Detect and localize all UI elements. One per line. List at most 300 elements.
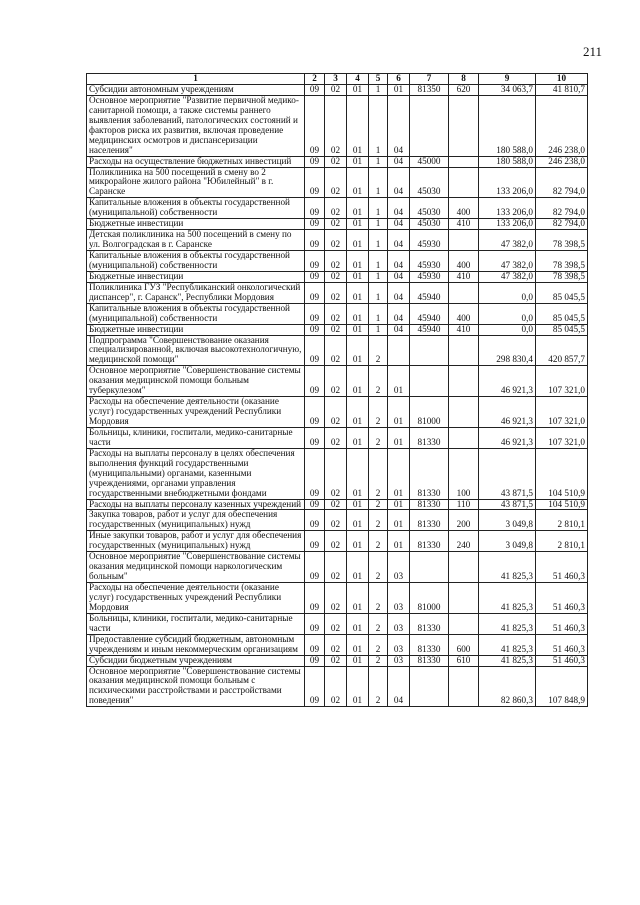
row-description: Основное мероприятие "Совершенствование системы оказания медицинской помощи больным туберкулезом" [87, 366, 305, 397]
amount-col-9: 0,0 [479, 324, 536, 335]
code-col-4: 01 [347, 85, 369, 96]
table-header-row [87, 74, 588, 85]
amount-col-9: 298 830,4 [479, 335, 536, 366]
code-col-7: 81350 [410, 85, 449, 96]
row-description: Бюджетные инвестиции [87, 324, 305, 335]
code-col-6: 04 [388, 282, 410, 303]
amount-col-9: 133 206,0 [479, 167, 536, 198]
amount-col-9: 43 871,5 [479, 499, 536, 510]
row-description: Поликлиника ГУЗ "Республиканский онкологический диспансер", г. Саранск", Республики Мордовия [87, 282, 305, 303]
code-col-8 [449, 397, 479, 428]
code-col-8 [449, 583, 479, 614]
amount-col-10: 41 810,7 [536, 85, 588, 96]
code-col-5: 2 [369, 499, 388, 510]
code-col-7: 81330 [410, 531, 449, 552]
code-col-3: 02 [325, 634, 347, 655]
code-col-3: 02 [325, 271, 347, 282]
table-row [87, 219, 588, 230]
code-col-7: 45940 [410, 282, 449, 303]
amount-col-9: 47 382,0 [479, 251, 536, 272]
code-col-6: 04 [388, 324, 410, 335]
amount-col-10: 107 321,0 [536, 397, 588, 428]
column-header: 1 [87, 74, 305, 85]
code-col-5: 2 [369, 552, 388, 583]
code-col-3: 02 [325, 335, 347, 366]
table-row [87, 335, 588, 366]
amount-col-10: 51 460,3 [536, 655, 588, 666]
code-col-7: 45930 [410, 271, 449, 282]
code-col-3: 02 [325, 583, 347, 614]
table-row [87, 552, 588, 583]
code-col-4: 01 [347, 230, 369, 251]
table-row [87, 397, 588, 428]
amount-col-10: 246 238,0 [536, 95, 588, 156]
amount-col-10: 82 794,0 [536, 198, 588, 219]
code-col-2: 09 [305, 366, 325, 397]
code-col-3: 02 [325, 397, 347, 428]
amount-col-9: 3 049,8 [479, 531, 536, 552]
code-col-5: 2 [369, 655, 388, 666]
column-header: 3 [325, 74, 347, 85]
code-col-3: 02 [325, 251, 347, 272]
row-description: Расходы на обеспечение деятельности (оказание услуг) государственных учреждений Республики Мордовия [87, 583, 305, 614]
amount-col-10: 420 857,7 [536, 335, 588, 366]
table-body [87, 85, 588, 707]
code-col-4: 01 [347, 427, 369, 448]
code-col-5: 1 [369, 198, 388, 219]
code-col-8: 620 [449, 85, 479, 96]
code-col-6: 03 [388, 583, 410, 614]
code-col-6: 01 [388, 397, 410, 428]
code-col-3: 02 [325, 510, 347, 531]
code-col-6: 03 [388, 552, 410, 583]
table-row [87, 198, 588, 219]
row-description: Основное мероприятие "Совершенствование системы оказания медицинской помощи наркологическим больным" [87, 552, 305, 583]
row-description: Бюджетные инвестиции [87, 271, 305, 282]
amount-col-10: 246 238,0 [536, 156, 588, 167]
code-col-3: 02 [325, 655, 347, 666]
code-col-5: 2 [369, 583, 388, 614]
code-col-6: 04 [388, 167, 410, 198]
row-description: Больницы, клиники, госпитали, медико-санитарные части [87, 613, 305, 634]
column-header: 6 [388, 74, 410, 85]
code-col-2: 09 [305, 499, 325, 510]
amount-col-10: 51 460,3 [536, 613, 588, 634]
code-col-7 [410, 95, 449, 156]
code-col-2: 09 [305, 95, 325, 156]
table-row [87, 303, 588, 324]
code-col-6 [388, 335, 410, 366]
code-col-2: 09 [305, 666, 325, 707]
code-col-4: 01 [347, 198, 369, 219]
code-col-8: 200 [449, 510, 479, 531]
code-col-6: 03 [388, 655, 410, 666]
code-col-5: 1 [369, 167, 388, 198]
table-row [87, 666, 588, 707]
code-col-7: 81000 [410, 583, 449, 614]
code-col-4: 01 [347, 655, 369, 666]
code-col-2: 09 [305, 583, 325, 614]
page-number: 211 [582, 44, 602, 59]
amount-col-9: 41 825,3 [479, 583, 536, 614]
code-col-5: 2 [369, 427, 388, 448]
code-col-6: 04 [388, 303, 410, 324]
code-col-6: 01 [388, 510, 410, 531]
code-col-6: 03 [388, 634, 410, 655]
code-col-3: 02 [325, 198, 347, 219]
table-row [87, 271, 588, 282]
code-col-3: 02 [325, 303, 347, 324]
budget-table [86, 73, 588, 707]
table-row [87, 324, 588, 335]
code-col-4: 01 [347, 499, 369, 510]
code-col-4: 01 [347, 251, 369, 272]
code-col-8: 400 [449, 198, 479, 219]
code-col-3: 02 [325, 167, 347, 198]
code-col-6: 01 [388, 427, 410, 448]
code-col-8 [449, 95, 479, 156]
table-row [87, 499, 588, 510]
code-col-8: 410 [449, 271, 479, 282]
code-col-4: 01 [347, 583, 369, 614]
amount-col-9: 133 206,0 [479, 219, 536, 230]
code-col-7: 45930 [410, 251, 449, 272]
code-col-7: 45930 [410, 230, 449, 251]
code-col-3: 02 [325, 156, 347, 167]
code-col-5: 1 [369, 303, 388, 324]
amount-col-9: 41 825,3 [479, 613, 536, 634]
code-col-8 [449, 666, 479, 707]
amount-col-9: 180 588,0 [479, 95, 536, 156]
code-col-6: 01 [388, 448, 410, 499]
code-col-4: 01 [347, 303, 369, 324]
amount-col-10: 104 510,9 [536, 448, 588, 499]
code-col-6: 04 [388, 95, 410, 156]
code-col-2: 09 [305, 219, 325, 230]
code-col-5: 1 [369, 156, 388, 167]
code-col-4: 01 [347, 219, 369, 230]
row-description: Подпрограмма "Совершенствование оказания специализированной, включая высокотехнологичную, медицинской помощи" [87, 335, 305, 366]
table-row [87, 282, 588, 303]
amount-col-10: 51 460,3 [536, 583, 588, 614]
code-col-5: 2 [369, 335, 388, 366]
code-col-7: 45030 [410, 219, 449, 230]
code-col-5: 1 [369, 85, 388, 96]
table-row [87, 655, 588, 666]
code-col-6: 04 [388, 198, 410, 219]
code-col-8: 610 [449, 655, 479, 666]
amount-col-9: 47 382,0 [479, 271, 536, 282]
code-col-2: 09 [305, 335, 325, 366]
table-row [87, 427, 588, 448]
code-col-5: 2 [369, 531, 388, 552]
amount-col-9: 41 825,3 [479, 552, 536, 583]
code-col-4: 01 [347, 156, 369, 167]
code-col-3: 02 [325, 552, 347, 583]
table-row [87, 613, 588, 634]
table-row [87, 510, 588, 531]
amount-col-9: 46 921,3 [479, 397, 536, 428]
code-col-2: 09 [305, 613, 325, 634]
code-col-5: 1 [369, 271, 388, 282]
code-col-2: 09 [305, 427, 325, 448]
code-col-5: 1 [369, 324, 388, 335]
amount-col-10: 82 794,0 [536, 219, 588, 230]
code-col-2: 09 [305, 531, 325, 552]
amount-col-9: 0,0 [479, 303, 536, 324]
code-col-8 [449, 282, 479, 303]
amount-col-9: 47 382,0 [479, 230, 536, 251]
code-col-2: 09 [305, 303, 325, 324]
table-row [87, 167, 588, 198]
code-col-7 [410, 366, 449, 397]
code-col-2: 09 [305, 397, 325, 428]
column-header: 7 [410, 74, 449, 85]
code-col-7: 45940 [410, 303, 449, 324]
code-col-5: 2 [369, 666, 388, 707]
table-row [87, 531, 588, 552]
table-row [87, 251, 588, 272]
code-col-8: 400 [449, 251, 479, 272]
code-col-7: 81000 [410, 397, 449, 428]
code-col-2: 09 [305, 271, 325, 282]
code-col-4: 01 [347, 613, 369, 634]
row-description: Закупка товаров, работ и услуг для обеспечения государственных (муниципальных) нужд [87, 510, 305, 531]
code-col-7 [410, 335, 449, 366]
code-col-5: 2 [369, 397, 388, 428]
amount-col-9: 34 063,7 [479, 85, 536, 96]
code-col-7: 81330 [410, 499, 449, 510]
code-col-5: 1 [369, 219, 388, 230]
amount-col-10: 51 460,3 [536, 634, 588, 655]
code-col-3: 02 [325, 499, 347, 510]
code-col-7: 45000 [410, 156, 449, 167]
amount-col-10: 85 045,5 [536, 282, 588, 303]
amount-col-9: 180 588,0 [479, 156, 536, 167]
code-col-2: 09 [305, 324, 325, 335]
code-col-7 [410, 552, 449, 583]
column-header: 10 [536, 74, 588, 85]
code-col-6: 04 [388, 271, 410, 282]
code-col-6: 04 [388, 666, 410, 707]
code-col-3: 02 [325, 324, 347, 335]
code-col-2: 09 [305, 85, 325, 96]
code-col-3: 02 [325, 230, 347, 251]
column-header: 4 [347, 74, 369, 85]
row-description: Расходы на выплаты персоналу казенных учреждений [87, 499, 305, 510]
amount-col-10: 107 848,9 [536, 666, 588, 707]
code-col-4: 01 [347, 95, 369, 156]
code-col-6: 04 [388, 251, 410, 272]
code-col-6: 01 [388, 499, 410, 510]
code-col-8: 600 [449, 634, 479, 655]
code-col-4: 01 [347, 282, 369, 303]
table-row [87, 85, 588, 96]
code-col-3: 02 [325, 219, 347, 230]
code-col-2: 09 [305, 655, 325, 666]
amount-col-9: 41 825,3 [479, 655, 536, 666]
code-col-5: 2 [369, 366, 388, 397]
row-description: Капитальные вложения в объекты государственной (муниципальной) собственности [87, 251, 305, 272]
row-description: Расходы на обеспечение деятельности (оказание услуг) государственных учреждений Республики Мордовия [87, 397, 305, 428]
row-description: Расходы на осуществление бюджетных инвестиций [87, 156, 305, 167]
code-col-8: 400 [449, 303, 479, 324]
row-description: Расходы на выплаты персоналу в целях обеспечения выполнения функций государственными (муниципальными) органами, казенными учреждениями, органами управления государственными внебюджетными фондами [87, 448, 305, 499]
code-col-6: 01 [388, 85, 410, 96]
row-description: Основное мероприятие "Развитие первичной медико-санитарной помощи, а также системы раннего выявления заболеваний, патологических состояний и факторов риска их развития, включая проведение медицинских осмотров и диспансеризации населения" [87, 95, 305, 156]
column-header: 2 [305, 74, 325, 85]
amount-col-10: 51 460,3 [536, 552, 588, 583]
amount-col-9: 0,0 [479, 282, 536, 303]
code-col-8 [449, 427, 479, 448]
amount-col-10: 82 794,0 [536, 167, 588, 198]
code-col-7: 81330 [410, 448, 449, 499]
code-col-8 [449, 167, 479, 198]
code-col-3: 02 [325, 531, 347, 552]
table-row [87, 156, 588, 167]
table-row [87, 448, 588, 499]
row-description: Бюджетные инвестиции [87, 219, 305, 230]
row-description: Капитальные вложения в объекты государственной (муниципальной) собственности [87, 303, 305, 324]
code-col-7: 81330 [410, 510, 449, 531]
amount-col-10: 85 045,5 [536, 324, 588, 335]
amount-col-10: 78 398,5 [536, 271, 588, 282]
amount-col-10: 85 045,5 [536, 303, 588, 324]
row-description: Предоставление субсидий бюджетным, автономным учреждениям и иным некоммерческим организациям [87, 634, 305, 655]
amount-col-10: 78 398,5 [536, 230, 588, 251]
code-col-4: 01 [347, 531, 369, 552]
code-col-3: 02 [325, 282, 347, 303]
code-col-7: 45030 [410, 198, 449, 219]
code-col-5: 1 [369, 95, 388, 156]
code-col-2: 09 [305, 448, 325, 499]
code-col-4: 01 [347, 510, 369, 531]
column-header: 9 [479, 74, 536, 85]
code-col-2: 09 [305, 230, 325, 251]
code-col-6: 03 [388, 613, 410, 634]
code-col-2: 09 [305, 552, 325, 583]
amount-col-9: 43 871,5 [479, 448, 536, 499]
table-row [87, 366, 588, 397]
code-col-4: 01 [347, 666, 369, 707]
code-col-2: 09 [305, 510, 325, 531]
column-header: 5 [369, 74, 388, 85]
code-col-6: 04 [388, 230, 410, 251]
table-row [87, 230, 588, 251]
code-col-5: 2 [369, 448, 388, 499]
code-col-7: 45940 [410, 324, 449, 335]
code-col-4: 01 [347, 552, 369, 583]
code-col-6: 01 [388, 531, 410, 552]
row-description: Поликлиника на 500 посещений в смену во 2 микрорайоне жилого района "Юбилейный" в г. Саранске [87, 167, 305, 198]
code-col-5: 2 [369, 634, 388, 655]
code-col-4: 01 [347, 167, 369, 198]
amount-col-9: 46 921,3 [479, 427, 536, 448]
code-col-6: 04 [388, 156, 410, 167]
row-description: Субсидии бюджетным учреждениям [87, 655, 305, 666]
code-col-8: 410 [449, 324, 479, 335]
code-col-2: 09 [305, 634, 325, 655]
code-col-4: 01 [347, 448, 369, 499]
code-col-8 [449, 552, 479, 583]
code-col-3: 02 [325, 427, 347, 448]
code-col-5: 1 [369, 282, 388, 303]
code-col-2: 09 [305, 156, 325, 167]
amount-col-9: 82 860,3 [479, 666, 536, 707]
code-col-3: 02 [325, 95, 347, 156]
code-col-8 [449, 156, 479, 167]
code-col-4: 01 [347, 397, 369, 428]
code-col-7 [410, 666, 449, 707]
amount-col-10: 107 321,0 [536, 366, 588, 397]
code-col-8 [449, 366, 479, 397]
code-col-4: 01 [347, 366, 369, 397]
code-col-8 [449, 230, 479, 251]
amount-col-10: 78 398,5 [536, 251, 588, 272]
code-col-4: 01 [347, 271, 369, 282]
table-row [87, 634, 588, 655]
code-col-2: 09 [305, 251, 325, 272]
code-col-3: 02 [325, 85, 347, 96]
table-row [87, 95, 588, 156]
code-col-2: 09 [305, 198, 325, 219]
code-col-6: 04 [388, 219, 410, 230]
column-header: 8 [449, 74, 479, 85]
code-col-7: 81330 [410, 655, 449, 666]
amount-col-10: 2 810,1 [536, 531, 588, 552]
row-description: Иные закупки товаров, работ и услуг для обеспечения государственных (муниципальных) нужд [87, 531, 305, 552]
code-col-3: 02 [325, 666, 347, 707]
row-description: Субсидии автономным учреждениям [87, 85, 305, 96]
code-col-8: 110 [449, 499, 479, 510]
row-description: Капитальные вложения в объекты государственной (муниципальной) собственности [87, 198, 305, 219]
amount-col-9: 3 049,8 [479, 510, 536, 531]
amount-col-9: 41 825,3 [479, 634, 536, 655]
code-col-6: 01 [388, 366, 410, 397]
code-col-4: 01 [347, 335, 369, 366]
code-col-5: 1 [369, 230, 388, 251]
row-description: Больницы, клиники, госпитали, медико-санитарные части [87, 427, 305, 448]
amount-col-10: 2 810,1 [536, 510, 588, 531]
code-col-7: 45030 [410, 167, 449, 198]
amount-col-9: 46 921,3 [479, 366, 536, 397]
code-col-7: 81330 [410, 427, 449, 448]
code-col-8: 240 [449, 531, 479, 552]
code-col-3: 02 [325, 613, 347, 634]
amount-col-10: 104 510,9 [536, 499, 588, 510]
code-col-8 [449, 613, 479, 634]
code-col-5: 2 [369, 510, 388, 531]
amount-col-10: 107 321,0 [536, 427, 588, 448]
code-col-5: 2 [369, 613, 388, 634]
code-col-3: 02 [325, 448, 347, 499]
code-col-4: 01 [347, 324, 369, 335]
code-col-8 [449, 335, 479, 366]
row-description: Основное мероприятие "Совершенствование системы оказания медицинской помощи больным с психическими расстройствами и расстройствами поведения" [87, 666, 305, 707]
code-col-7: 81330 [410, 634, 449, 655]
code-col-2: 09 [305, 282, 325, 303]
code-col-3: 02 [325, 366, 347, 397]
code-col-4: 01 [347, 634, 369, 655]
code-col-7: 81330 [410, 613, 449, 634]
amount-col-9: 133 206,0 [479, 198, 536, 219]
code-col-5: 1 [369, 251, 388, 272]
code-col-8: 410 [449, 219, 479, 230]
row-description: Детская поликлиника на 500 посещений в смену по ул. Волгоградская в г. Саранске [87, 230, 305, 251]
table-row [87, 583, 588, 614]
code-col-2: 09 [305, 167, 325, 198]
code-col-8: 100 [449, 448, 479, 499]
